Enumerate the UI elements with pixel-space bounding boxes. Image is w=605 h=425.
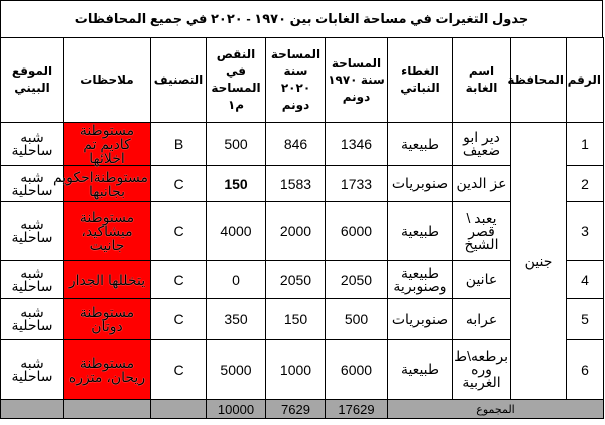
- cell-notes[interactable]: يتخللها الجدار: [64, 261, 151, 299]
- header-row: [1, 38, 604, 123]
- cell-class[interactable]: B: [151, 123, 207, 166]
- header-vegetation[interactable]: الغطاء النباتي: [388, 38, 453, 123]
- cell-loss[interactable]: 150: [207, 166, 266, 202]
- cell-area-2020[interactable]: 1583: [266, 166, 326, 202]
- total-loss[interactable]: 10000: [207, 400, 266, 419]
- cell-class[interactable]: C: [151, 166, 207, 202]
- total-empty-notes[interactable]: [64, 400, 151, 419]
- cell-env-location[interactable]: شبه ساحلية: [1, 299, 64, 340]
- cell-area-2020[interactable]: 2050: [266, 261, 326, 299]
- cell-class[interactable]: C: [151, 299, 207, 340]
- cell-number[interactable]: 6: [567, 340, 604, 400]
- cell-notes[interactable]: مستوطنة ريحان، متزره: [64, 340, 151, 400]
- cell-number[interactable]: 4: [567, 261, 604, 299]
- header-number[interactable]: الرقم: [567, 38, 604, 123]
- cell-class[interactable]: C: [151, 261, 207, 299]
- cell-vegetation[interactable]: صنوبريات: [388, 299, 453, 340]
- cell-area-1970[interactable]: 2050: [326, 261, 388, 299]
- cell-vegetation[interactable]: طبيعية: [388, 340, 453, 400]
- table-title: [0, 0, 603, 37]
- table-title-text: جدول التغيرات في مساحة الغابات بين ١٩٧٠ - ٢٠٢٠ في جميع المحافظات: [74, 11, 529, 26]
- cell-forest-name[interactable]: عرابه: [453, 299, 511, 340]
- cell-number[interactable]: 2: [567, 166, 604, 202]
- cell-env-location[interactable]: شبه ساحلية: [1, 202, 64, 261]
- forest-changes-table: [0, 37, 604, 419]
- cell-area-1970[interactable]: 6000: [326, 202, 388, 261]
- total-empty-class[interactable]: [151, 400, 207, 419]
- cell-number[interactable]: 1: [567, 123, 604, 166]
- cell-notes[interactable]: مستوطنةاحكويم بجانبها: [64, 166, 151, 202]
- cell-vegetation[interactable]: طبيعية وصنوبرية: [388, 261, 453, 299]
- cell-vegetation[interactable]: طبيعية: [388, 123, 453, 166]
- header-forest-name[interactable]: اسم الغابة: [453, 38, 511, 123]
- cell-loss[interactable]: 500: [207, 123, 266, 166]
- cell-area-2020[interactable]: 2000: [266, 202, 326, 261]
- cell-loss[interactable]: 0: [207, 261, 266, 299]
- total-area-2020[interactable]: 7629: [266, 400, 326, 419]
- cell-notes[interactable]: مستوطنة كاديم تم اخلائها: [64, 123, 151, 166]
- cell-area-1970[interactable]: 1346: [326, 123, 388, 166]
- cell-number[interactable]: 3: [567, 202, 604, 261]
- header-area-2020[interactable]: المساحة سنة ٢٠٢٠ دونم: [266, 38, 326, 123]
- total-label[interactable]: المجموع: [388, 400, 604, 419]
- cell-notes[interactable]: مستوطنة ميشاكيد، جانيت: [64, 202, 151, 261]
- cell-area-1970[interactable]: 500: [326, 299, 388, 340]
- cell-forest-name[interactable]: عز الدين: [453, 166, 511, 202]
- total-row: [1, 400, 604, 419]
- cell-area-2020[interactable]: 846: [266, 123, 326, 166]
- cell-forest-name[interactable]: يعبد \ قصر الشيخ: [453, 202, 511, 261]
- cell-notes[interactable]: مستوطنة دوتان: [64, 299, 151, 340]
- cell-loss[interactable]: 5000: [207, 340, 266, 400]
- cell-env-location[interactable]: شبه ساحلية: [1, 340, 64, 400]
- cell-env-location[interactable]: شبه ساحلية: [1, 123, 64, 166]
- cell-loss[interactable]: 4000: [207, 202, 266, 261]
- cell-forest-name[interactable]: عانين: [453, 261, 511, 299]
- cell-area-1970[interactable]: 1733: [326, 166, 388, 202]
- table-row: [1, 123, 604, 166]
- cell-vegetation[interactable]: طبيعية: [388, 202, 453, 261]
- cell-vegetation[interactable]: صنوبريات: [388, 166, 453, 202]
- cell-number[interactable]: 5: [567, 299, 604, 340]
- cell-class[interactable]: C: [151, 340, 207, 400]
- cell-env-location[interactable]: شبه ساحلية: [1, 166, 64, 202]
- cell-area-2020[interactable]: 150: [266, 299, 326, 340]
- cell-forest-name[interactable]: برطعه\ط وره الغربية: [453, 340, 511, 400]
- total-empty-env[interactable]: [1, 400, 64, 419]
- header-area-1970[interactable]: المساحة سنة ١٩٧٠ دونم: [326, 38, 388, 123]
- total-area-1970[interactable]: 17629: [326, 400, 388, 419]
- header-loss[interactable]: النقص في المساحة م١: [207, 38, 266, 123]
- cell-loss[interactable]: 350: [207, 299, 266, 340]
- cell-area-2020[interactable]: 1000: [266, 340, 326, 400]
- cell-forest-name[interactable]: دير ابو ضعيف: [453, 123, 511, 166]
- header-env-location[interactable]: الموقع البيني: [1, 38, 64, 123]
- header-notes[interactable]: ملاحظات: [64, 38, 151, 123]
- header-class[interactable]: التصنيف: [151, 38, 207, 123]
- cell-governorate[interactable]: جنين: [511, 123, 567, 400]
- cell-class[interactable]: C: [151, 202, 207, 261]
- cell-env-location[interactable]: شبه ساحلية: [1, 261, 64, 299]
- cell-area-1970[interactable]: 6000: [326, 340, 388, 400]
- header-governorate[interactable]: المحافظة: [511, 38, 567, 123]
